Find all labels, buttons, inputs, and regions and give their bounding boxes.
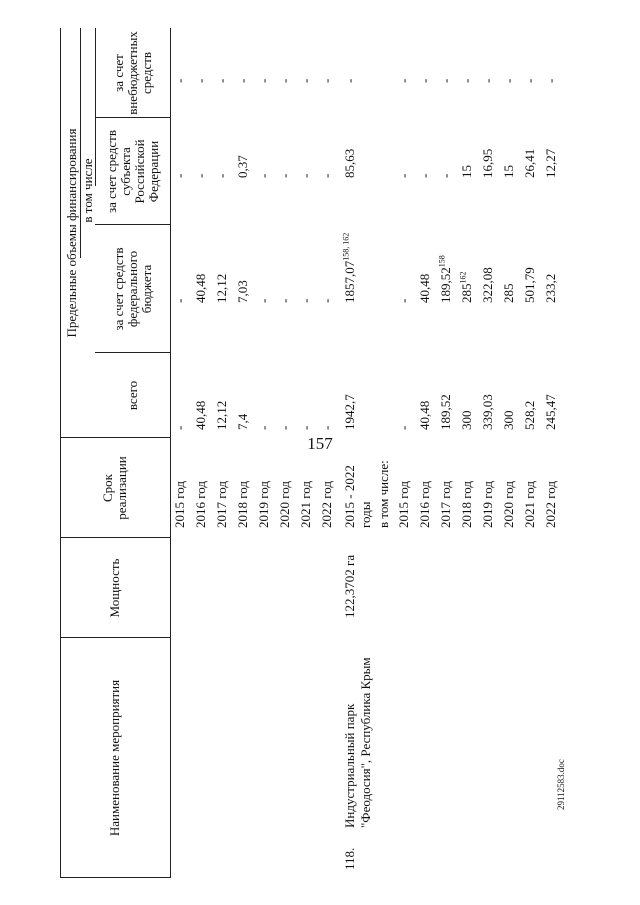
table-cell: 2015 год xyxy=(172,481,187,528)
table-cell: - xyxy=(256,298,271,303)
cell-value: - xyxy=(396,298,411,303)
header-term: Срок реализации xyxy=(100,456,129,520)
table-cell: - xyxy=(235,78,250,83)
table-cell: 7,4 xyxy=(235,413,250,430)
table-cell: - xyxy=(438,78,453,83)
item-federal-value: 1857,07 xyxy=(342,260,357,303)
table-cell: - xyxy=(438,173,453,178)
header-volumes: Предельные объемы финансирования xyxy=(63,128,79,338)
table-cell: - xyxy=(172,298,187,303)
table-cell xyxy=(396,299,412,303)
table-cell: 2017 год xyxy=(214,481,229,528)
table-cell: 2019 год xyxy=(256,481,271,528)
table-cell: 12,27 xyxy=(543,148,558,178)
item-extra: - xyxy=(342,78,357,83)
cell-value: 322,08 xyxy=(480,267,495,303)
table-cell xyxy=(417,274,433,303)
cell-value: 285 xyxy=(501,283,516,303)
table-cell: - xyxy=(298,298,313,303)
item-name: Индустриальный парк "Феодосия", Республика Крым xyxy=(342,657,373,828)
table-cell: - xyxy=(298,173,313,178)
table-cell: 15 xyxy=(459,165,474,178)
item-term: 2015 - 2022 годы xyxy=(342,465,373,528)
table-cell xyxy=(522,267,538,303)
cell-value: 40,48 xyxy=(417,273,432,303)
table-cell: 2015 год xyxy=(396,481,411,528)
table-cell: 2022 год xyxy=(543,481,558,528)
cell-footnote: 162 xyxy=(458,271,468,284)
table-cell: 2019 год xyxy=(480,481,495,528)
page-number: 157 xyxy=(307,434,333,453)
table-cell: - xyxy=(396,173,411,178)
table-cell: - xyxy=(319,173,334,178)
item-regional: 85,63 xyxy=(342,148,357,178)
item-total: 1942,7 xyxy=(342,394,357,430)
table-cell: 2018 год xyxy=(459,481,474,528)
table-cell: 16,95 xyxy=(480,148,495,178)
header-name: Наименование мероприятия xyxy=(107,679,122,837)
item-number: 118. xyxy=(342,847,357,870)
table-cell: - xyxy=(256,173,271,178)
item-federal-footnote: 158, 162 xyxy=(341,232,351,261)
table-cell: 2021 год xyxy=(522,481,537,528)
table-cell: 2022 год xyxy=(319,481,334,528)
table-cell: 189,52 xyxy=(438,394,453,430)
item-federal xyxy=(342,233,358,303)
table-cell: 12,12 xyxy=(214,400,229,430)
cell-value: 233,2 xyxy=(543,273,558,303)
header-including: в том числе xyxy=(79,158,95,223)
table-cell: 300 xyxy=(459,410,474,430)
table-cell: - xyxy=(277,425,292,430)
table-cell: 40,48 xyxy=(193,400,208,430)
table-cell: - xyxy=(459,78,474,83)
header-extra: за счет внебюджетных средств xyxy=(110,31,154,115)
table-cell: - xyxy=(319,425,334,430)
table-cell: - xyxy=(396,425,411,430)
table-cell: - xyxy=(214,173,229,178)
table-cell: - xyxy=(298,425,313,430)
table-cell: - xyxy=(277,298,292,303)
document-code: 29112583.doc xyxy=(556,759,566,810)
table-cell: 2020 год xyxy=(501,481,516,528)
table-cell: - xyxy=(501,78,516,83)
table-cell: 15 xyxy=(501,165,516,178)
table-cell: - xyxy=(193,173,208,178)
table-cell: - xyxy=(193,78,208,83)
table-cell: - xyxy=(480,78,495,83)
table-cell: - xyxy=(319,298,334,303)
cell-value: 285 xyxy=(459,283,474,303)
table-cell: 2018 год xyxy=(235,481,250,528)
header-total: всего xyxy=(124,380,140,411)
table-cell: 40,48 xyxy=(417,400,432,430)
table-cell: 12,12 xyxy=(214,273,229,303)
table-cell: 300 xyxy=(501,410,516,430)
table-cell: 2020 год xyxy=(277,481,292,528)
table-cell: 0,37 xyxy=(235,155,250,178)
table-cell: - xyxy=(277,78,292,83)
table-cell: - xyxy=(319,78,334,83)
table-cell: 2021 год xyxy=(298,481,313,528)
table-cell xyxy=(438,255,454,303)
table-cell: - xyxy=(172,425,187,430)
table-cell xyxy=(501,284,517,304)
table-cell: 7,03 xyxy=(235,280,250,303)
table-cell: - xyxy=(298,78,313,83)
cell-value: 501,79 xyxy=(522,267,537,303)
table-cell: - xyxy=(172,173,187,178)
table-cell: 2016 год xyxy=(193,481,208,528)
table-cell: - xyxy=(214,78,229,83)
table-cell xyxy=(459,272,475,304)
including-label: в том числе: xyxy=(376,460,391,528)
table-cell: - xyxy=(172,78,187,83)
cell-footnote: 158 xyxy=(437,255,447,268)
table-cell: - xyxy=(543,78,558,83)
table-cell: 40,48 xyxy=(193,273,208,303)
financing-table xyxy=(60,28,558,878)
table-cell: 26,41 xyxy=(522,148,537,178)
header-capacity: Мощность xyxy=(107,558,122,618)
table-cell: - xyxy=(256,425,271,430)
table-cell xyxy=(480,267,496,303)
header-regional: за счет средств субъекта Российской Федерации xyxy=(103,130,161,213)
table-cell: 528,2 xyxy=(522,400,537,430)
table-cell: - xyxy=(417,78,432,83)
table-cell: 2016 год xyxy=(417,481,432,528)
header-federal: за счет средств федерального бюджета xyxy=(110,247,154,331)
table-cell xyxy=(543,274,559,303)
table-cell: - xyxy=(277,173,292,178)
table-cell: - xyxy=(396,78,411,83)
table-cell: - xyxy=(522,78,537,83)
table-cell: 2017 год xyxy=(438,481,453,528)
table-cell: 339,03 xyxy=(480,394,495,430)
table-cell: - xyxy=(256,78,271,83)
cell-value: 189,52 xyxy=(438,267,453,303)
table-cell: - xyxy=(417,173,432,178)
item-capacity: 122,3702 га xyxy=(342,554,357,618)
table-cell: 245,47 xyxy=(543,394,558,430)
